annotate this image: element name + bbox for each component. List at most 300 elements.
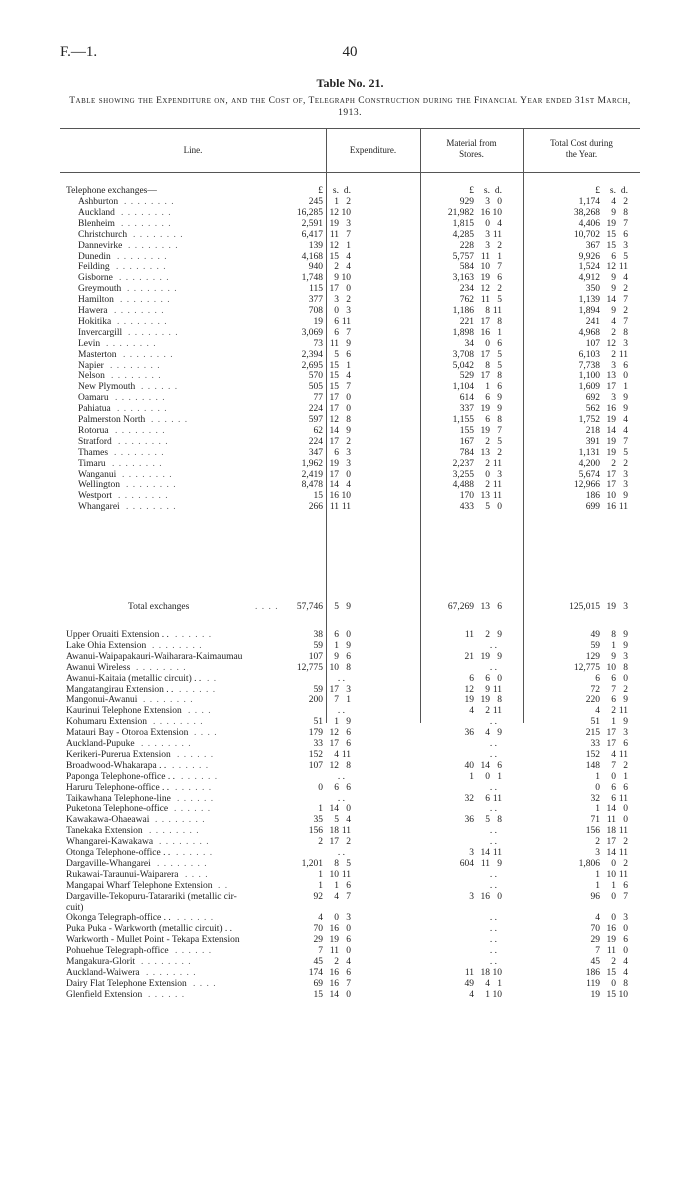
table-row <box>0 804 700 815</box>
exp-pence: 0 <box>346 989 351 1000</box>
tot-shillings: 6 <box>611 793 616 804</box>
row-dots: . . . . . . . . <box>111 371 162 382</box>
mat-pounds: 228 <box>459 240 474 251</box>
exp-pounds: 597 <box>308 415 323 425</box>
mat-shillings: 14 <box>480 848 490 858</box>
tot-pence: 2 <box>623 284 628 295</box>
tot-pounds: 350 <box>585 284 600 295</box>
tot-shillings: 8 <box>611 630 616 640</box>
mat-blank-mark: . . <box>489 946 497 957</box>
table-row <box>0 837 700 848</box>
exp-pence: 0 <box>346 630 351 640</box>
exp-pence: 0 <box>346 924 351 935</box>
mat-pounds: 11 <box>464 967 474 978</box>
total-exp-shillings: 5 <box>334 602 339 612</box>
row-dots: . . . . . . . . <box>121 207 172 218</box>
mat-shillings: 3 <box>485 229 490 240</box>
row-dots: . . . . . . . . <box>117 316 168 327</box>
mat-pounds: 5,042 <box>452 360 474 371</box>
mat-shillings: 6 <box>485 415 490 425</box>
exp-pounds: 62 <box>313 425 323 436</box>
row-label: Kohumaru Extension <box>66 717 148 728</box>
row-dots: . . . . . . . . <box>126 480 177 491</box>
exp-pence: 3 <box>346 306 351 316</box>
exp-pounds: 77 <box>313 393 323 404</box>
tot-pence: 9 <box>623 393 628 404</box>
exp-shillings: 5 <box>334 815 339 826</box>
row-label: Ashburton <box>78 197 119 207</box>
mat-blank-mark: . . <box>489 880 497 891</box>
tot-shillings: 15 <box>606 229 616 240</box>
row-label: Blenheim <box>78 218 115 229</box>
mat-blank-mark: . . <box>489 837 497 848</box>
mat-shillings: 0 <box>485 338 490 349</box>
exp-shillings: 17 <box>329 436 339 447</box>
exp-shillings: 0 <box>334 306 339 316</box>
header-top-rule <box>60 128 640 129</box>
exp-pence: 2 <box>346 837 351 848</box>
exp-shillings: 9 <box>334 651 339 662</box>
exp-pounds: 200 <box>308 695 323 706</box>
row-dots: . . . . . . . . <box>117 251 168 262</box>
row-dots: . . . . . . . . <box>124 197 175 207</box>
mat-blank-mark: . . <box>489 804 497 815</box>
mat-pence: 10 <box>492 207 502 218</box>
tot-shillings: 6 <box>611 782 616 793</box>
tot-shillings: 17 <box>606 382 616 393</box>
mat-pounds: 167 <box>459 436 474 447</box>
tot-pounds: 29 <box>590 935 600 946</box>
total-exchanges-label: Total exchanges <box>128 602 190 612</box>
table-row <box>0 371 700 382</box>
mat-pence: 10 <box>492 967 502 978</box>
mat-pence: 2 <box>497 284 502 295</box>
exp-shillings-symbol: s. <box>332 186 339 196</box>
exp-pence: 4 <box>346 371 351 382</box>
mat-pounds: 36 <box>464 815 474 826</box>
table-row <box>0 502 700 513</box>
table-row <box>0 815 700 826</box>
exp-shillings: 16 <box>329 491 339 502</box>
tot-shillings: 3 <box>611 360 616 371</box>
row-dots: . . . . . . <box>175 946 213 957</box>
tot-pence: 0 <box>623 924 628 935</box>
table-row <box>0 426 700 437</box>
tot-pence: 4 <box>623 415 628 425</box>
table-row <box>0 990 700 1001</box>
exp-shillings: 19 <box>329 458 339 469</box>
mat-shillings: 18 <box>480 967 490 978</box>
tot-pounds: 4,912 <box>578 273 600 284</box>
row-dots: . . . . . . . . <box>153 717 204 728</box>
mat-pounds: 12 <box>464 684 474 695</box>
row-label: Rotorua <box>78 425 109 436</box>
mat-pence: 1 <box>497 978 502 989</box>
exp-shillings: 15 <box>329 371 339 382</box>
table-row <box>0 968 700 979</box>
table-row <box>0 826 700 837</box>
mat-shillings: 2 <box>485 630 490 640</box>
tot-shillings: 0 <box>611 891 616 902</box>
exp-blank-mark: . . <box>337 793 345 804</box>
table-row <box>0 241 700 252</box>
tot-pounds: 367 <box>585 240 600 251</box>
row-label: Hawera <box>78 306 108 316</box>
exp-shillings: 15 <box>329 360 339 371</box>
mat-pence: 9 <box>497 651 502 662</box>
mat-pounds: 4,285 <box>452 229 474 240</box>
mat-shillings: 0 <box>485 771 490 782</box>
row-label: Dargaville-Tekopuru-Tatarariki (metallic cir- <box>66 891 237 902</box>
tot-pounds: 7,738 <box>578 360 600 371</box>
exp-pence: 0 <box>346 404 351 415</box>
mat-pounds: 21,982 <box>447 207 474 218</box>
exp-blank-mark: . . <box>337 706 345 717</box>
row-label: Okonga Telegraph-office . . <box>66 913 171 924</box>
mat-pence: 5 <box>497 360 502 371</box>
exp-pence: 8 <box>346 415 351 425</box>
tot-pence: 2 <box>623 760 628 771</box>
mat-pounds: 1,104 <box>452 382 474 393</box>
section-label: Telephone exchanges— <box>66 186 157 196</box>
table-row <box>0 663 700 674</box>
row-dots: . . . . . . . . <box>155 815 206 826</box>
exp-shillings: 17 <box>329 469 339 480</box>
header-material <box>420 138 523 160</box>
tot-shillings: 6 <box>611 695 616 706</box>
tot-pence: 9 <box>623 717 628 728</box>
mat-shillings: 8 <box>485 306 490 316</box>
exp-shillings: 12 <box>329 760 339 771</box>
exp-pounds: 139 <box>308 240 323 251</box>
row-dots: . . . . . . . . <box>117 404 168 415</box>
exp-pence: 10 <box>341 207 351 218</box>
exp-shillings: 17 <box>329 404 339 415</box>
exp-shillings: 1 <box>334 640 339 651</box>
exp-shillings: 4 <box>334 749 339 760</box>
row-dots: . . . . . . . . <box>143 695 194 706</box>
total-tot-pence: 3 <box>623 602 628 612</box>
mat-shillings: 6 <box>485 793 490 804</box>
mat-pounds: 4,488 <box>452 480 474 491</box>
row-label: Whangarei <box>78 502 120 513</box>
table-row <box>0 924 700 935</box>
exp-pounds: 3,069 <box>301 327 323 338</box>
mat-pence: 11 <box>492 480 502 491</box>
exp-pounds: 107 <box>308 760 323 771</box>
row-dots: . . . . . . . . <box>127 284 178 295</box>
tot-pence: 2 <box>623 837 628 848</box>
table-row <box>0 437 700 448</box>
mat-shillings: 10 <box>480 262 490 273</box>
row-dots: . . . . . . <box>174 804 212 815</box>
row-dots: . . . . . . . . <box>159 837 210 848</box>
exp-pounds: 92 <box>313 891 323 902</box>
row-dots: . . . . . . <box>151 415 189 425</box>
tot-shillings: 2 <box>611 327 616 338</box>
tot-pence: 6 <box>623 739 628 749</box>
row-dots: . . . . . . <box>177 793 215 804</box>
row-dots: . . . . . . . . <box>141 739 192 749</box>
table-row <box>0 361 700 372</box>
header-material-line2: Stores. <box>459 149 484 159</box>
row-dots: . . . . . . . . <box>116 262 167 273</box>
mat-shillings: 1 <box>485 989 490 1000</box>
tot-shillings: 19 <box>606 935 616 946</box>
exp-shillings: 11 <box>329 502 339 513</box>
row-dots: . . . . . . <box>175 630 213 640</box>
mat-pence: 8 <box>497 371 502 382</box>
row-dots: . . . . . . . . <box>128 240 179 251</box>
tot-pounds: 6 <box>595 673 600 684</box>
row-dots: . . <box>207 673 218 684</box>
row-label: Otonga Telephone-office . . <box>66 848 171 858</box>
tot-pounds: 59 <box>590 640 600 651</box>
tot-shillings: 9 <box>611 207 616 218</box>
row-label: Hamilton <box>78 295 114 306</box>
table-row <box>0 641 700 652</box>
row-label: Broadwood-Whakarapa . . <box>66 760 167 771</box>
row-label: New Plymouth <box>78 382 136 393</box>
mat-pounds: 32 <box>464 793 474 804</box>
row-label: Hokitika <box>78 316 112 327</box>
exp-shillings: 10 <box>329 662 339 673</box>
table-row <box>0 491 700 502</box>
tot-pence: 10 <box>618 989 628 1000</box>
exp-shillings: 19 <box>329 935 339 946</box>
exp-pence: 1 <box>346 240 351 251</box>
row-label: Napier <box>78 360 104 371</box>
exp-pounds: 29 <box>313 935 323 946</box>
exp-shillings: 7 <box>334 695 339 706</box>
tot-pounds: 32 <box>590 793 600 804</box>
exp-shillings: 16 <box>329 967 339 978</box>
tot-shillings: 2 <box>611 349 616 360</box>
mat-blank-mark: . . <box>489 739 497 749</box>
exp-pounds: 115 <box>309 284 323 295</box>
tot-pence: 9 <box>623 640 628 651</box>
tot-pounds: 0 <box>595 782 600 793</box>
row-label: Mangakura-Glorit <box>66 957 136 967</box>
tot-pounds: 1 <box>595 771 600 782</box>
tot-shillings: 16 <box>606 924 616 935</box>
tot-pence: 3 <box>623 469 628 480</box>
exp-shillings: 12 <box>329 728 339 739</box>
row-dots: . . . . . . . . <box>118 491 169 502</box>
exp-pence: 3 <box>346 913 351 924</box>
exp-pounds: 1 <box>318 869 323 880</box>
row-dots: . . . . . . . . <box>152 640 203 651</box>
exp-pence: 7 <box>346 382 351 393</box>
exp-pounds: 2,419 <box>301 469 323 480</box>
row-dots: . . . . . . . . <box>157 858 208 869</box>
mat-pence: 6 <box>497 273 502 284</box>
tot-pence: 2 <box>623 458 628 469</box>
table-subtitle: Table showing the Expenditure on, and the Cost of, Telegraph Construction during the Financial Year ended 31st March, 1913. <box>69 96 631 118</box>
exp-pence: 0 <box>346 469 351 480</box>
tot-pounds: 6,103 <box>578 349 600 360</box>
tot-pounds: 152 <box>585 749 600 760</box>
table-row <box>0 706 700 717</box>
row-dots: . . . . . . . . <box>115 425 166 436</box>
row-dots: . . . . . . <box>172 760 210 771</box>
table-title: Table No. 21. <box>316 76 384 90</box>
exp-pence: 6 <box>346 967 351 978</box>
mat-shillings: 6 <box>485 673 490 684</box>
tot-shillings: 0 <box>611 913 616 924</box>
table-row <box>0 262 700 273</box>
exp-pounds: 35 <box>313 815 323 826</box>
exp-shillings: 16 <box>329 924 339 935</box>
mat-pounds: 4 <box>469 989 474 1000</box>
mat-pence: 1 <box>497 327 502 338</box>
mat-shillings: 0 <box>485 469 490 480</box>
page-reference: F.—1. <box>60 44 98 60</box>
exp-pounds: 708 <box>308 306 323 316</box>
table-row <box>0 273 700 284</box>
exp-shillings: 15 <box>329 382 339 393</box>
tot-pence: 11 <box>618 502 628 513</box>
tot-pence: 4 <box>623 967 628 978</box>
mat-shillings: 2 <box>485 480 490 491</box>
table-row <box>0 870 700 881</box>
table-row <box>0 480 700 491</box>
tot-pounds: 1,139 <box>578 295 600 306</box>
exp-shillings: 17 <box>329 393 339 404</box>
exp-pounds: 505 <box>308 382 323 393</box>
mat-shillings: 1 <box>485 382 490 393</box>
mat-pounds: 929 <box>459 197 474 207</box>
mat-pounds: 36 <box>464 728 474 739</box>
mat-pence: 0 <box>497 891 502 902</box>
tot-shillings: 19 <box>606 436 616 447</box>
row-dots: . . . . . . <box>141 382 179 393</box>
mat-pounds: 1,155 <box>452 415 474 425</box>
table-row <box>0 350 700 361</box>
exp-pounds: 347 <box>308 447 323 458</box>
tot-shillings: 11 <box>606 815 616 826</box>
tot-shillings: 2 <box>611 706 616 717</box>
row-label: Dunedin <box>78 251 111 262</box>
row-label: Upper Oruaiti Extension . . <box>66 630 169 640</box>
table-row <box>0 404 700 415</box>
table-row <box>0 848 700 859</box>
tot-pounds: 1,100 <box>578 371 600 382</box>
tot-shillings: 16 <box>606 404 616 415</box>
tot-pounds: 1 <box>595 804 600 815</box>
table-row <box>0 979 700 990</box>
table-row <box>0 306 700 317</box>
row-dots: . . . . <box>194 728 218 739</box>
exp-shillings: 4 <box>334 891 339 902</box>
tot-pounds: 45 <box>590 957 600 967</box>
tot-pounds: 1,524 <box>578 262 600 273</box>
row-dots: . . . . <box>188 706 212 717</box>
page-number: 40 <box>342 44 358 60</box>
mat-pounds: 3 <box>469 848 474 858</box>
row-label: Puketona Telephone-office <box>66 804 169 815</box>
row-dots: . . . . . . . . <box>149 826 200 837</box>
mat-pence: 9 <box>497 393 502 404</box>
tot-pence-symbol: d. <box>620 186 628 196</box>
exp-shillings: 16 <box>329 978 339 989</box>
row-dots: . . . . . . . . <box>121 218 172 229</box>
exp-pence: 6 <box>346 880 351 891</box>
exp-pounds: 2,394 <box>301 349 323 360</box>
exp-pence: 4 <box>346 957 351 967</box>
row-label: Gisborne <box>78 273 113 284</box>
tot-pounds: 1,806 <box>578 858 600 869</box>
mat-pence: 6 <box>497 760 502 771</box>
row-label: Kaurinui Telephone Extension <box>66 706 182 717</box>
table-row <box>0 903 700 914</box>
exp-pounds: 0 <box>318 782 323 793</box>
exp-pounds: 19 <box>313 316 323 327</box>
row-label: Stratford <box>78 436 112 447</box>
exp-pounds: 266 <box>308 502 323 513</box>
table-row <box>0 761 700 772</box>
row-label: Awanui Wireless <box>66 662 131 673</box>
mat-pence: 7 <box>497 262 502 273</box>
mat-shillings: 16 <box>480 327 490 338</box>
exp-pounds: 4,168 <box>301 251 323 262</box>
row-label: Dannevirke <box>78 240 123 251</box>
table-row <box>0 208 700 219</box>
exp-pounds: 940 <box>308 262 323 273</box>
table-row <box>0 695 700 706</box>
header-total-line1: Total Cost during <box>550 138 613 148</box>
tot-pence: 0 <box>623 673 628 684</box>
table-row <box>0 717 700 728</box>
mat-pence: 8 <box>497 815 502 826</box>
table-row <box>0 783 700 794</box>
table-row <box>0 284 700 295</box>
exp-pounds: 570 <box>308 371 323 382</box>
row-dots: . . . . . . <box>176 848 214 858</box>
row-label: Rukawai-Taraunui-Waiparera <box>66 869 179 880</box>
mat-pence: 6 <box>497 338 502 349</box>
tot-shillings: 12 <box>606 338 616 349</box>
table-row <box>0 415 700 426</box>
mat-pounds: 19 <box>464 695 474 706</box>
tot-pounds: 10,702 <box>573 229 600 240</box>
row-dots: . . . . . . . . <box>106 338 157 349</box>
tot-pence: 8 <box>623 662 628 673</box>
exp-pence: 6 <box>346 782 351 793</box>
tot-pence: 0 <box>623 371 628 382</box>
tot-pence: 1 <box>623 771 628 782</box>
exp-pence: 7 <box>346 891 351 902</box>
mat-pounds: 11 <box>464 630 474 640</box>
tot-shillings: 4 <box>611 749 616 760</box>
tot-shillings: 13 <box>606 371 616 382</box>
tot-pounds: 119 <box>586 978 600 989</box>
tot-pounds: 49 <box>590 630 600 640</box>
exp-shillings: 6 <box>334 447 339 458</box>
mat-pence: 4 <box>497 218 502 229</box>
exp-pence: 8 <box>346 760 351 771</box>
row-dots: . . <box>218 880 229 891</box>
total-mat-pence: 6 <box>497 602 502 612</box>
row-label: Palmerston North <box>78 415 146 425</box>
row-dots: . . . . . . . . <box>123 349 174 360</box>
row-label: Auckland-Pupuke <box>66 739 135 749</box>
mat-shillings: 19 <box>480 651 490 662</box>
tot-pence: 6 <box>623 782 628 793</box>
table-row <box>0 393 700 404</box>
mat-pounds: 2,237 <box>452 458 474 469</box>
row-label: Auckland <box>78 207 115 218</box>
